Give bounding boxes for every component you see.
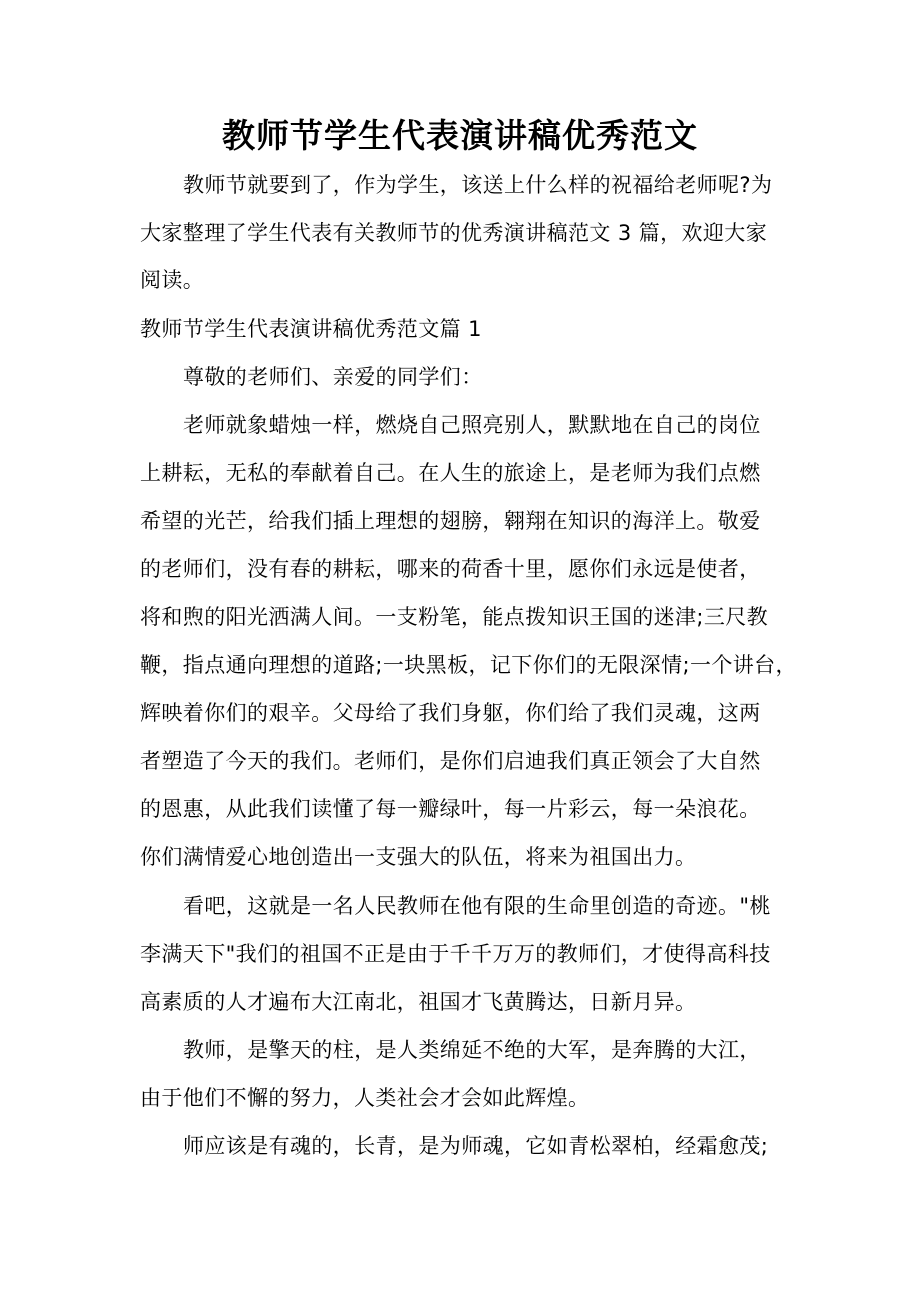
paragraph-line: 教师，是擎天的柱，是人类绵延不绝的大军，是奔腾的大江， [183,1038,761,1062]
paragraph-line: 希望的光芒，给我们插上理想的翅膀，翱翔在知识的海洋上。敬爱 [140,509,761,533]
paragraph-line: 辉映着你们的艰辛。父母给了我们身躯，你们给了我们灵魂，这两 [140,701,761,725]
paragraph-line: 高素质的人才遍布大江南北，祖国才飞黄腾达，日新月异。 [140,990,697,1014]
intro-line-3: 阅读。 [140,268,205,292]
paragraph-line: 老师就象蜡烛一样，燃烧自己照亮别人，默默地在自己的岗位 [183,413,761,437]
paragraph-line: 李满天下"我们的祖国不正是由于千千万万的教师们，才使得高科技 [140,942,771,966]
paragraph-line: 师应该是有魂的，长青，是为师魂，它如青松翠柏，经霜愈茂; [183,1134,769,1158]
paragraph-line: 者塑造了今天的我们。老师们，是你们启迪我们真正领会了大自然 [140,749,761,773]
intro-line-2: 大家整理了学生代表有关教师节的优秀演讲稿范文 3 篇，欢迎大家 [140,221,768,245]
paragraph-line: 鞭，指点通向理想的道路;一块黑板，记下你们的无限深情;一个讲台， [140,653,797,677]
section-heading: 教师节学生代表演讲稿优秀范文篇 1 [140,317,482,341]
paragraph-line: 看吧，这就是一名人民教师在他有限的生命里创造的奇迹。"桃 [183,894,771,918]
paragraph-line: 上耕耘，无私的奉献着自己。在人生的旅途上，是老师为我们点燃 [140,461,761,485]
document-title: 教师节学生代表演讲稿优秀范文 [222,116,698,155]
paragraph-line: 你们满情爱心地创造出一支强大的队伍，将来为祖国出力。 [140,845,697,869]
intro-line-1: 教师节就要到了，作为学生，该送上什么样的祝福给老师呢?为 [183,173,773,197]
paragraph-line: 将和煦的阳光洒满人间。一支粉笔，能点拨知识王国的迷津;三尺教 [140,605,769,629]
paragraph-line: 的老师们，没有春的耕耘，哪来的荷香十里，愿你们永远是使者， [140,557,761,581]
paragraph-line: 的恩惠，从此我们读懂了每一瓣绿叶，每一片彩云，每一朵浪花。 [140,797,761,821]
paragraph-line: 由于他们不懈的努力，人类社会才会如此辉煌。 [140,1086,590,1110]
salutation: 尊敬的老师们、亲爱的同学们： [183,365,483,389]
